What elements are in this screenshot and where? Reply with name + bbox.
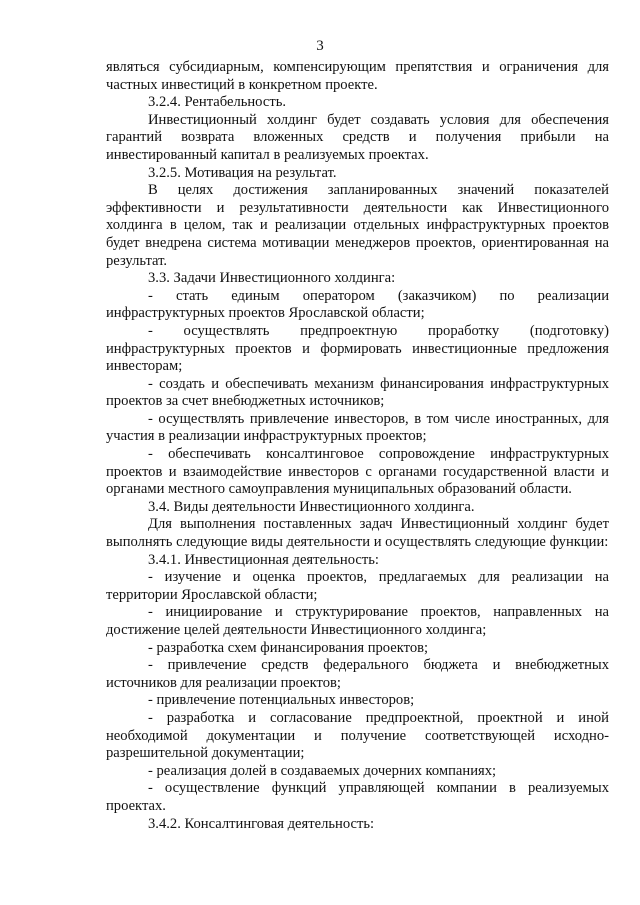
paragraph: Для выполнения поставленных задач Инвестиционный холдинг будет выполнять следующие виды деятельности и осуществлять следующие функции: (106, 516, 609, 551)
list-item: - обеспечивать консалтинговое сопровождение инфраструктурных проектов и взаимодействие инвесторов с органами государственной власти и органами местного самоуправления муниципальных образований области. (106, 446, 609, 498)
list-item: - инициирование и структурирование проектов, направленных на достижение целей деятельности Инвестиционного холдинга; (106, 604, 609, 638)
section-heading-3-4-2: 3.4.2. Консалтинговая деятельность: (148, 815, 375, 832)
list-item: - осуществлять предпроектную проработку (подготовку) инфраструктурных проектов и формировать инвестиционные предложения инвесторам; (106, 322, 609, 375)
list-item: - осуществление функций управляющей компании в реализуемых проектах. (106, 780, 609, 814)
paragraph: В целях достижения запланированных значений показателей эффективности и результативности деятельности как Инвестиционного холдинга в целом, так и реализации отдельных инфраструктурных проектов будет внедрена система мотивации менеджеров проектов, ориентированная на результат. (106, 182, 609, 269)
list-item: - привлечение потенциальных инвесторов; (148, 692, 415, 709)
list-item: - реализация долей в создаваемых дочерних компаниях; (148, 762, 497, 779)
paragraph: Инвестиционный холдинг будет создавать условия для обеспечения гарантий возврата вложенных средств и получения прибыли на инвестированный капитал в реализуемых проектах. (106, 111, 609, 163)
body-text (106, 59, 609, 833)
list-item: - разработка схем финансирования проектов; (148, 639, 429, 656)
section-heading-3-2-4: 3.2.4. Рентабельность. (148, 94, 287, 111)
list-item: - изучение и оценка проектов, предлагаемых для реализации на территории Ярославской области; (106, 569, 609, 603)
list-item: - привлечение средств федерального бюджета и внебюджетных источников для реализации проектов; (106, 657, 609, 691)
list-item: - стать единым оператором (заказчиком) по реализации инфраструктурных проектов Ярославской области; (106, 287, 609, 322)
section-heading-3-2-5: 3.2.5. Мотивация на результат. (148, 164, 337, 181)
section-heading-3-3: 3.3. Задачи Инвестиционного холдинга: (148, 270, 396, 287)
list-item: - осуществлять привлечение инвесторов, в том числе иностранных, для участия в реализации инфраструктурных проектов; (106, 410, 609, 445)
page-number: 3 (316, 38, 324, 54)
section-heading-3-4: 3.4. Виды деятельности Инвестиционного холдинга. (148, 498, 475, 515)
section-heading-3-4-1: 3.4.1. Инвестиционная деятельность: (148, 551, 379, 568)
paragraph-continuation: являться субсидиарным, компенсирующим препятствия и ограничения для частных инвестиций в конкретном проекте. (106, 59, 609, 93)
list-item: - разработка и согласование предпроектной, проектной и иной необходимой документации и получение соответствующей исходно-разрешительной документации; (106, 709, 609, 762)
list-item: - создать и обеспечивать механизм финансирования инфраструктурных проектов за счет внебюджетных источников; (106, 375, 609, 410)
